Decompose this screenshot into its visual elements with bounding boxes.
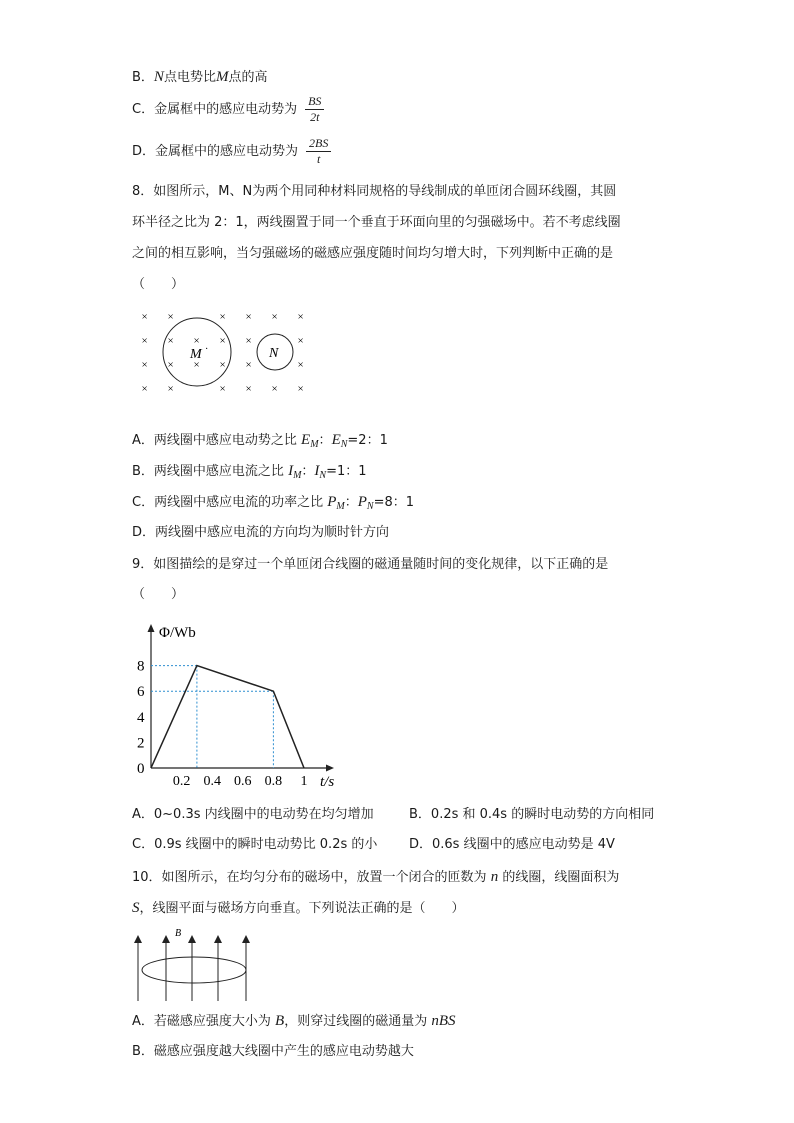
q9-option-c: C．0.9s 线圈中的瞬时电动势比 0.2s 的小 (132, 837, 378, 852)
q7-option-d-text: D．金属框中的感应电动势为 (132, 144, 299, 159)
field-cross: × (271, 383, 278, 395)
ratio-value: =8：1 (373, 495, 415, 510)
field-crosses (142, 311, 304, 395)
q10-option-a-part2: ，则穿过线圈的磁通量为 (284, 1014, 432, 1029)
field-cross: × (167, 359, 174, 371)
var-n: N (153, 69, 164, 85)
fraction-denominator: t (317, 152, 321, 166)
field-cross: × (141, 383, 148, 395)
q9-answer-paren: （ ） (132, 587, 185, 602)
q7-option-b (132, 68, 267, 87)
ratio-value: =2：1 (347, 433, 388, 448)
y-tick-label: 4 (137, 709, 145, 726)
var-e: E (301, 432, 311, 448)
q7-option-b-prefix: B． (132, 70, 154, 85)
fraction-2bs-over-t (306, 136, 331, 167)
field-cross: × (141, 359, 148, 371)
q7-option-d (132, 136, 331, 167)
var-i: I (314, 463, 320, 479)
ratio-value: =1：1 (326, 464, 367, 479)
y-tick-label: 6 (137, 684, 145, 701)
subscript-n: N (340, 439, 348, 450)
q9-option-a: A．0~0.3s 内线圈中的电动势在均匀增加 (132, 807, 374, 822)
q9-stem-line1: 9．如图描绘的是穿过一个单匝闭合线圈的磁通量随时间的变化规律，以下正确的是 (132, 557, 609, 572)
q10-option-a (132, 1012, 456, 1031)
q8-figure-svg (135, 306, 315, 398)
coil-m-label: M (190, 347, 202, 362)
q10-figure-svg (130, 925, 260, 1003)
fraction-numerator: 2BS (306, 136, 331, 152)
var-p: P (357, 494, 367, 510)
field-cross: × (167, 311, 174, 323)
q7-option-b-mid: 点电势比 (163, 70, 216, 85)
x-axis-label: t/s (320, 774, 335, 790)
x-tick-label: 1 (300, 774, 308, 789)
field-b-label: B (175, 928, 182, 939)
field-cross: × (167, 335, 174, 347)
y-tick-labels (137, 659, 145, 777)
field-cross: × (245, 311, 252, 323)
coil-n-label: N (269, 346, 279, 361)
option-prefix: B．两线圈中感应电流之比 (132, 464, 289, 479)
q9-option-b: B．0.2s 和 0.4s 的瞬时电动势的方向相同 (409, 807, 655, 822)
field-cross: × (193, 359, 200, 371)
guide-lines (151, 666, 273, 768)
field-cross: × (271, 311, 278, 323)
fraction-numerator: BS (305, 94, 324, 110)
q8-stem-line1: 8．如图所示，M、N为两个用同种材料同规格的导线制成的单匝闭合圆环线圈，其圆 (132, 184, 617, 199)
q10-option-b: B．磁感应强度越大线圈中产生的感应电动势越大 (132, 1044, 414, 1059)
var-e: E (331, 432, 341, 448)
flux-chart-svg (132, 616, 352, 792)
colon: ： (344, 495, 358, 510)
q9-option-d: D．0.6s 线圈中的感应电动势是 4V (409, 837, 615, 852)
subscript-m: M (293, 470, 302, 481)
x-tick-label: 0.8 (264, 774, 283, 789)
q8-option-a (132, 431, 388, 454)
q7-option-b-end: 点的高 (228, 70, 268, 85)
y-axis-arrow (148, 624, 155, 632)
field-cross: × (297, 335, 304, 347)
q8-option-d: D．两线圈中感应电流的方向均为顺时针方向 (132, 525, 390, 540)
field-cross: × (297, 383, 304, 395)
x-tick-label: 0.2 (172, 774, 191, 789)
coil-m-center-dot: · (205, 344, 209, 355)
field-cross: × (297, 311, 304, 323)
q10-stem-part-c: ，线圈平面与磁场方向垂直。下列说法正确的是（ ） (139, 901, 465, 916)
y-axis-label: Φ/Wb (159, 625, 196, 641)
field-cross: × (141, 335, 148, 347)
field-cross: × (245, 335, 252, 347)
fraction-denominator: 2t (310, 110, 320, 124)
q8-option-c (132, 493, 414, 516)
var-i: I (288, 463, 294, 479)
x-axis-arrow (326, 765, 334, 772)
var-s: S (132, 900, 140, 916)
y-tick-label: 0 (137, 761, 145, 777)
q8-stem-line2: 环半径之比为 2：1，两线圈置于同一个垂直于环面向里的匀强磁场中。若不考虑线圈 (132, 215, 621, 230)
option-prefix: C．两线圈中感应电流的功率之比 (132, 495, 328, 510)
coil-ellipse (142, 957, 246, 983)
q8-stem-line3: 之间的相互影响，当匀强磁场的磁感应强度随时间均匀增大时，下列判断中正确的是 (132, 246, 614, 261)
var-n: n (490, 869, 499, 885)
q10-option-a-part1: A．若磁感应强度大小为 (132, 1014, 276, 1029)
q8-answer-paren: （ ） (132, 277, 185, 292)
x-tick-label: 0.6 (234, 774, 252, 789)
var-nbs: nBS (431, 1013, 456, 1029)
subscript-m: M (336, 501, 345, 512)
fraction-bs-over-2t (305, 94, 324, 125)
subscript-n: N (319, 470, 327, 481)
q10-stem-part-a: 10．如图所示，在均匀分布的磁场中，放置一个闭合的匝数为 (132, 870, 491, 885)
subscript-m: M (310, 439, 319, 450)
q10-stem-line2 (132, 899, 465, 918)
option-prefix: A．两线圈中感应电动势之比 (132, 433, 302, 448)
field-cross: × (219, 359, 226, 371)
q8-option-b (132, 462, 367, 485)
y-tick-label: 2 (137, 735, 145, 752)
field-cross: × (193, 335, 200, 347)
colon: ： (318, 433, 332, 448)
x-tick-labels (173, 774, 308, 789)
var-b: B (275, 1013, 285, 1029)
q10-coil-figure (130, 925, 260, 1003)
colon: ： (301, 464, 315, 479)
field-cross: × (141, 311, 148, 323)
q8-magnetic-field-figure (135, 306, 315, 398)
var-m: M (215, 69, 229, 85)
q10-stem-line1 (132, 868, 619, 887)
q10-stem-part-b: 的线圈，线圈面积为 (498, 870, 620, 885)
flux-series-line (151, 666, 304, 768)
field-cross: × (219, 311, 226, 323)
subscript-n: N (366, 501, 374, 512)
q7-option-c-text: C．金属框中的感应电动势为 (132, 102, 298, 117)
y-tick-label: 8 (137, 658, 145, 675)
field-cross: × (219, 335, 226, 347)
field-cross: × (297, 359, 304, 371)
var-p: P (327, 494, 337, 510)
q9-flux-time-chart (132, 616, 352, 792)
field-cross: × (245, 359, 252, 371)
field-cross: × (219, 383, 226, 395)
field-cross: × (245, 383, 252, 395)
field-cross: × (167, 383, 174, 395)
q7-option-c (132, 94, 324, 125)
x-tick-label: 0.4 (203, 774, 221, 789)
